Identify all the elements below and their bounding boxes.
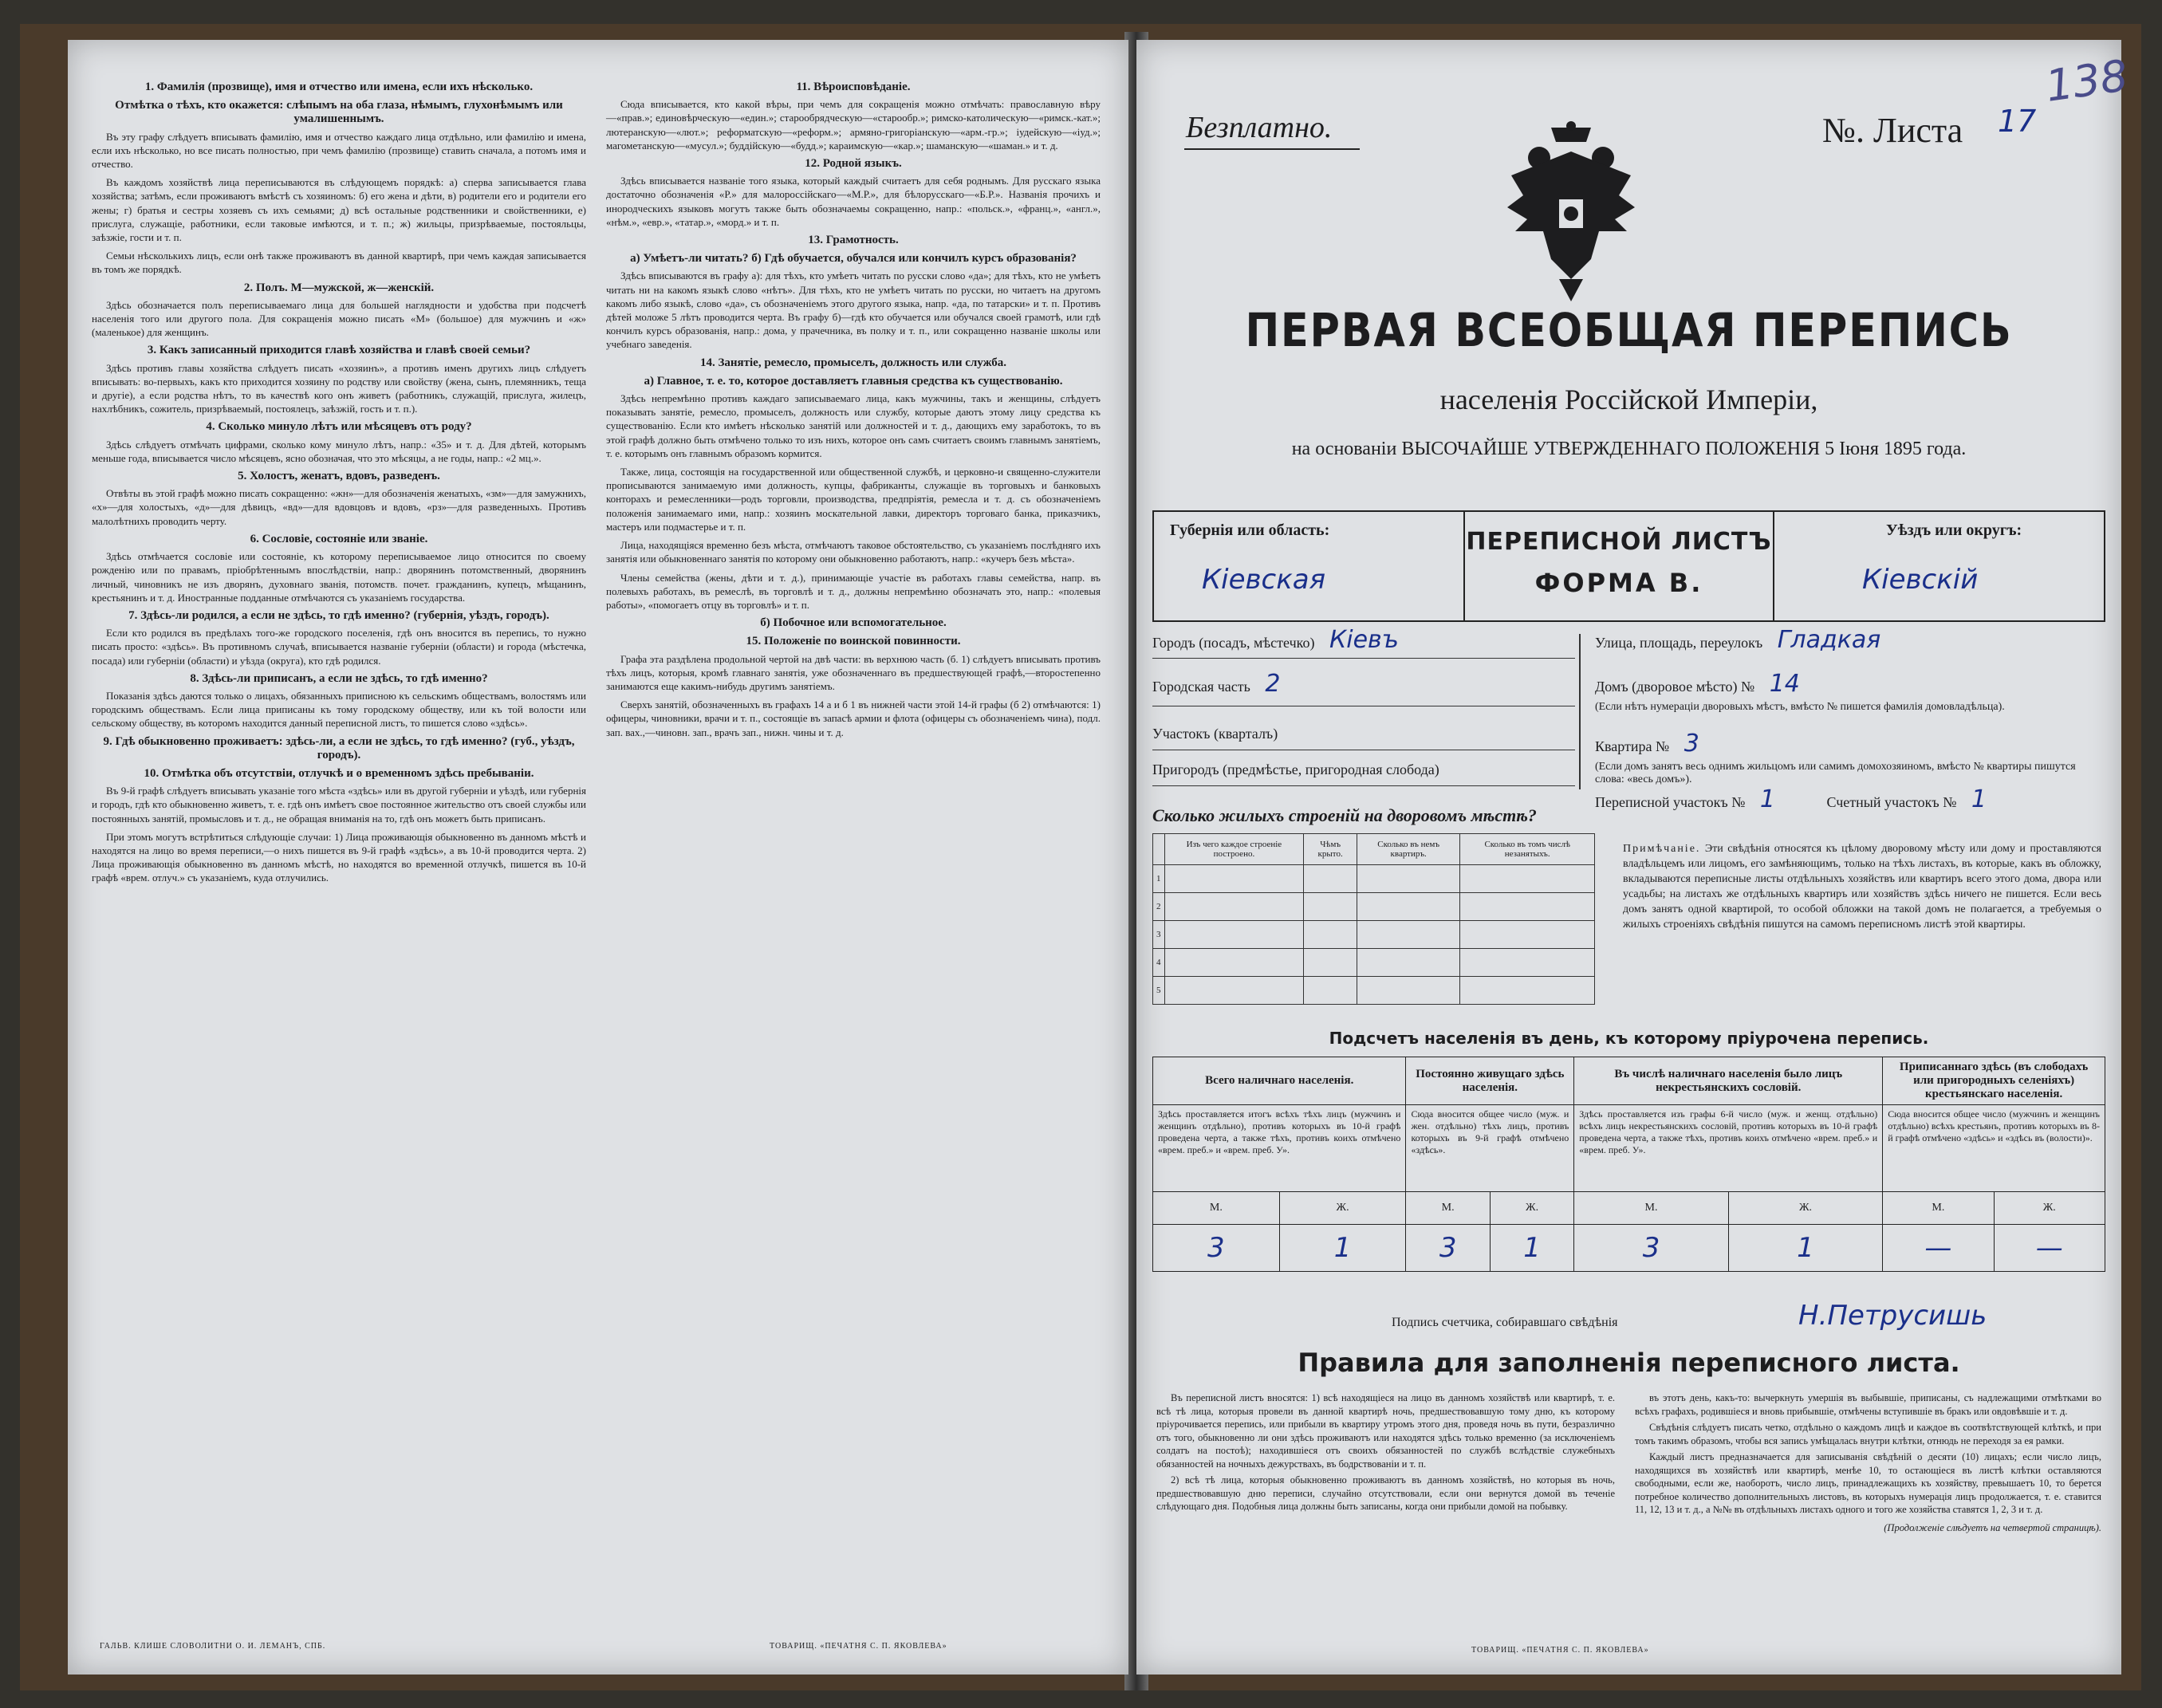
note-block (1623, 841, 2101, 932)
rules-paragraph: Каждый листъ предназначается для записыванія свѣдѣній о десяти (10) лицахъ; если число лицъ, находящихся въ хозяйствѣ или квартирѣ, менѣе 10, то остающіеся въ листѣ клѣтки оставляются свободными, если же, наоборотъ, число лицъ, принадлежащихъ къ хозяйству, превышаетъ 10, то берется потребное количество дополнительныхъ листовъ, въ которыхъ нумерація лицъ продолжается, т. е. ставится 11, 12, 13 и т. д., а №№ въ отдѣльныхъ листахъ одного и того же хозяйства ставятся 1, 2, 3 и т. д. (1635, 1451, 2101, 1515)
instruction-paragraph: Сюда вписывается, кто какой вѣры, при чемъ для сокращенія можно отмѣчать: православную вѣру—«прав.»; единовѣрческую—«един.»; старообрядческую—«старообр.»; римско-католическую—«римск.-кат.»; лютеранскую—«лют.»; реформатскую—«реформ.»; армяно-григоріанскую—«арм.-гр.»; іудейскую—«іуд.»; магометанскую—«мусул.»; буддійскую—«будд.»; караимскую—«кар.»; шаманскую—«шаман.» и т. д. (606, 98, 1101, 152)
count-table-headings (1153, 1057, 2105, 1105)
instruction-paragraph: Также, лица, состоящія на государственной или общественной службѣ, и церковно-и священно-служители прописываются занимаемую ими должность, купцы, фабриканты, служащіе въ торговыхъ и банковыхъ конторахъ и ремесленники—родъ торговли, производства, предпріятія, ремесла и т. д. съ обозначеніемъ положенія занимаемаго ими, напр.: хозяинъ москательной лавки, директоръ торговаго банка, приказчикъ, мастеръ или подмастерье и т. п. (606, 466, 1101, 533)
buildings-cell (1357, 921, 1460, 949)
rules-paragraph: 2) всѣ тѣ лица, которыя обыкновенно проживаютъ въ данномъ хозяйствѣ, но которыя въ ночь, предшествовавшую дню переписи, случайно отсутствовали, если они вернутся домой въ теченіе слѣдующаго дня. Подобныя лица должны быть записаны, когда они прибыли домой на побывку. (1156, 1474, 1615, 1512)
census-section-field (1595, 785, 1987, 813)
buildings-cell (1304, 921, 1357, 949)
precinct-label: Участокъ (кварталъ) (1152, 726, 1278, 742)
instruction-paragraph: Здѣсь непремѣнно противъ каждаго записываемаго лица, какъ мужчины, такъ и женщины, слѣдуетъ показывать занятіе, ремесло, промыселъ, должность или службу, которые даютъ этому лицу средства къ существованію. Если кто имѣетъ нѣсколько занятій или должностей и т. д., дающихъ ему заработокъ, то въ этой графѣ должно быть отмѣчено только то изъ нихъ, которое онъ самъ считаетъ своимъ главнымъ занятіемъ, т. е. которымъ онъ главнымъ образомъ кормится. (606, 392, 1101, 459)
buildings-cell (1164, 865, 1304, 893)
instruction-heading: а) Умѣетъ-ли читать? б) Гдѣ обучается, обучался или кончилъ курсъ образованія? (630, 252, 1077, 266)
instruction-paragraph: Въ эту графу слѣдуетъ вписывать фамилію, имя и отчество каждаго лица отдѣльно, или фамилію и имена, если ихъ нѣсколько, но все писать полностью, при чемъ фамилію (прозвище) ставить сначала, а потомъ имя и отчество. (92, 130, 586, 171)
count-column-heading: Постоянно живущаго здѣсь населенія. (1406, 1057, 1574, 1105)
buildings-row-number: 4 (1153, 949, 1165, 977)
instructions-column-b (606, 76, 1101, 744)
count-section-value: 1 (1971, 785, 1987, 813)
province-value: Кіевская (1202, 564, 1326, 596)
city-label: Городъ (посадъ, мѣстечко) (1152, 635, 1315, 651)
instruction-paragraph: Здѣсь слѣдуетъ отмѣчать цифрами, сколько кому минуло лѣтъ, напр.: «35» и т. д. Для дѣтей, которымъ меньше года, вписывается число мѣсяцевъ, ясно обозначая, что это мѣсяцы, а не годы, напр.: «2 мц.». (92, 438, 586, 464)
count-column-heading: Всего наличнаго населенія. (1153, 1057, 1406, 1105)
buildings-row-number: 2 (1153, 893, 1165, 921)
count-column-description: Здѣсь проставляется изъ графы 6-й число (муж. и женщ. отдѣльно) всѣхъ лицъ некрестьянскихъ сословій, противъ которыхъ въ 10-й графѣ проведена черта, а также тѣхъ, противъ коихъ отмѣчено «врем. преб.» и «врем. преб. У». (1574, 1105, 1883, 1192)
instruction-paragraph: Графа эта раздѣлена продольной чертой на двѣ части: въ верхнюю часть (б. 1) слѣдуетъ вписывать противъ тѣхъ лицъ, которыя, кромѣ главнаго занятія, уже обозначеннаго въ предшествующей графѣ,—второстепенно занимаются еще какимъ-нибудь другимъ занятіемъ. (606, 652, 1101, 692)
form-title-cell (1463, 510, 1774, 622)
rules-continued-note: (Продолженіе слѣдуетъ на четвертой страницѣ). (1884, 1521, 2101, 1533)
apartment-value: 3 (1684, 730, 1699, 758)
buildings-cell (1164, 977, 1304, 1005)
female-label: Ж. (1728, 1192, 1882, 1225)
male-count: 3 (1574, 1225, 1728, 1272)
instruction-paragraph: Здѣсь вписываются въ графу а): для тѣхъ, кто умѣетъ читать по русски слово «да»; для тѣхъ, кто не умѣетъ читать ни на какомъ языкѣ слово «нѣтъ». Для тѣхъ, кто не умѣетъ читать по русски, но читаетъ на другомъ какомъ либо языкѣ, слово «да», съ обозначеніемъ этого другого языка, напр. «да, по татарски» и т. п. Противъ дѣтей моложе 5 лѣтъ проводится черта. Въ графу б)—гдѣ кто обучается или обучался своей грамотѣ, или гдѣ кончилъ курсъ образованія, напр.: дома, у прачечника, въ полку и т. п., или сокращенно названіе школы или учебнаго заведенія. (606, 270, 1101, 351)
instruction-paragraph: Сверхъ занятій, обозначенныхъ въ графахъ 14 а и б 1 въ нижней части этой 14-й графы (б 2) отмѣчаются: 1) офицеры, чиновники, врачи и т. п., состоящіе въ запасѣ армии и флота (офицеры съ обозначеніемъ чина), подл. зап. вах.,—чиновн. зап., врачъ зап., нижн. чины и т. д. (606, 699, 1101, 738)
street-label: Улица, площадь, переулокъ (1595, 635, 1763, 651)
instruction-heading: 13. Грамотность. (808, 234, 899, 247)
precinct-field (1152, 726, 1278, 742)
instruction-heading: 1. Фамилія (прозвище), имя и отчество или имена, если ихъ нѣсколько. (144, 81, 534, 93)
open-ledger (20, 24, 2141, 1690)
instruction-heading: 15. Положеніе по воинской повинности. (746, 635, 961, 648)
instructions-column-a (92, 76, 586, 890)
census-section-label: Переписной участокъ № (1595, 794, 1746, 810)
buildings-column-header: Чѣмъ крыто. (1304, 834, 1357, 865)
street-value: Гладкая (1777, 626, 1881, 654)
printer-credit-right: ТОВАРИЩ. «ПЕЧАТНЯ С. П. ЯКОВЛЕВА» (1471, 1646, 1649, 1655)
buildings-table-body (1153, 865, 1595, 1005)
male-count: 3 (1153, 1225, 1280, 1272)
table-row (1153, 865, 1595, 893)
buildings-cell (1164, 893, 1304, 921)
city-part-value: 2 (1265, 670, 1281, 698)
instruction-paragraph: При этомъ могутъ встрѣтиться слѣдующіе случаи: 1) Лица проживающія обыкновенно въ данномъ мѣстѣ и находятся на лицо во время переписи,—о нихъ пишется въ 9-й графѣ «здѣсь», а въ 10-й проводится черта. 2) Лица проживающія обыкновенно въ данномъ мѣстѣ, но находятся во временной отлучкѣ, пишется въ 10-й графѣ «врем. отлуч.» съ указаніемъ, куда отлучились. (92, 830, 586, 884)
printer-credit-center: ТОВАРИЩ. «ПЕЧАТНЯ С. П. ЯКОВЛЕВА» (770, 1642, 947, 1651)
buildings-cell (1460, 949, 1595, 977)
buildings-row-number-header (1153, 834, 1165, 865)
buildings-cell (1460, 865, 1595, 893)
buildings-cell (1164, 921, 1304, 949)
buildings-cell (1460, 977, 1595, 1005)
instruction-paragraph: Въ 9-й графѣ слѣдуетъ вписывать указаніе того мѣста «здѣсь» или въ другой губерніи и уѣздѣ, или губернія и городъ, гдѣ кто обыкновенно живетъ, т. е. гдѣ онъ имѣетъ свое постоянное жительство отъ своей службы или постоянныхъ занятій, промысловъ и т. д., не обращая вниманія на то, гдѣ онъ можетъ быть приписанъ. (92, 785, 586, 824)
female-label: Ж. (1994, 1192, 2105, 1225)
instruction-paragraph: Здѣсь противъ главы хозяйства слѣдуетъ писать «хозяинъ», а противъ именъ другихъ лицъ слѣдуетъ вписывать: во-первыхъ, какъ кто приходится хозяину по родству или свойству (жена, сынъ, племянникъ, теща и другіе), а если родства нѣтъ, то въ качествѣ кого онъ живетъ (работникъ, служащій, прислуга, жилецъ, нахлѣбникъ, сожитель, призрѣваемый, постоялецъ, заѣзжій, гость и т. п.). (92, 361, 586, 415)
count-column-heading: Въ числѣ наличнаго населенія было лицъ некрестьянскихъ сословій. (1574, 1057, 1883, 1105)
apartment-note: (Если домъ занятъ весь однимъ жильцомъ или самимъ домохозяиномъ, вмѣсто № квартиры пишутся слова: «весь домъ»). (1595, 761, 2076, 785)
instruction-heading: б) Побочное или вспомогательное. (760, 616, 947, 630)
apartment-label: Квартира № (1595, 738, 1670, 754)
suburb-label: Пригородъ (предмѣстье, пригородная слобода) (1152, 762, 1439, 777)
buildings-cell (1164, 949, 1304, 977)
male-count: — (1883, 1225, 1994, 1272)
population-count-table (1152, 1057, 2105, 1272)
instruction-heading: 2. Полъ. М—мужской, ж—женскій. (243, 281, 435, 294)
district-cell (1774, 510, 2105, 622)
buildings-cell (1304, 977, 1357, 1005)
city-part-label: Городская часть (1152, 679, 1250, 695)
city-part-field (1152, 670, 1280, 698)
left-page-instructions (68, 40, 1128, 1675)
male-label: М. (1406, 1192, 1490, 1225)
buildings-column-header: Изъ чего каждое строеніе построено. (1164, 834, 1304, 865)
instruction-heading: 4. Сколько минуло лѣтъ или мѣсяцевъ отъ роду? (206, 420, 472, 434)
sheet-number-label: №. Листа (1822, 111, 1963, 150)
instruction-heading: 14. Занятіе, ремесло, промыселъ, должность или служба. (699, 356, 1007, 369)
instruction-paragraph: Показанія здѣсь даются только о лицахъ, обязанныхъ приписною къ сельскимъ обществамъ, волостямъ или городскимъ обществамъ. Если лица приписаны къ тому городскому обществу, или къ той волости или сельскому обществу, въ которомъ находится данный переписной листъ, то пишется слово «здѣсь». (92, 689, 586, 730)
note-text: Эти свѣдѣнія относятся къ цѣлому дворовому мѣсту или дому и проставляются владѣльцемъ или лицомъ, его замѣняющимъ, только на тѣхъ листахъ, въ которые, какъ въ обложку, вкладываются переписные листы отдѣльныхъ хозяйствъ или квартиръ всего этого дома, двора или усадьбы; на листахъ же отдѣльныхъ квартиръ или хозяйствъ здѣсь ничего не пишется. Если весь домъ занятъ одной квартирой, то особой обложки на такой домъ не полагается, а требуемыя о жилыхъ строеніяхъ свѣдѣнія пишутся на самомъ переписномъ листѣ этой квартиры. (1623, 843, 2101, 931)
count-column-heading: Приписаннаго здѣсь (въ слободахъ или пригородныхъ селеніяхъ) крестьянскаго населенія. (1883, 1057, 2105, 1105)
count-section-label: Счетный участокъ № (1826, 794, 1957, 810)
buildings-row-number: 1 (1153, 865, 1165, 893)
house-field (1595, 670, 2105, 714)
male-count: 3 (1406, 1225, 1490, 1272)
instruction-heading: а) Главное, т. е. то, которое доставляетъ главныя средства къ существованію. (644, 374, 1063, 388)
right-page-census-form (1136, 40, 2131, 1675)
buildings-cell (1357, 949, 1460, 977)
district-label: Уѣздъ или округъ: (1886, 521, 2022, 539)
instruction-paragraph: Отвѣты въ этой графѣ можно писать сокращенно: «жн»—для обозначенія женатыхъ, «зм»—для замужнихъ, «х»—для холостыхъ, «д»—для дѣвицъ, «вд»—для вдовцовъ и вдовъ, «рз»—для разведенныхъ. Противъ малолѣтнихъ проводить черту. (92, 487, 586, 527)
instruction-heading: 9. Гдѣ обыкновенно проживаетъ: здѣсь-ли, а если не здѣсь, то гдѣ именно? (губ., уѣздъ, городъ). (103, 734, 575, 762)
house-label: Домъ (дворовое мѣсто) № (1595, 679, 1755, 695)
instruction-paragraph: Здѣсь обозначается полъ переписываемаго лица для большей наглядности и удобства при подсчетѣ населенія того или другого пола. Для сокращенія можно писать «М» (большое) для мужчинъ и «ж» (маленькое) для женщинъ. (92, 298, 586, 339)
female-count: 1 (1490, 1225, 1573, 1272)
sheet-number-value: 17 (1998, 104, 2037, 139)
instruction-heading: 8. Здѣсь-ли приписанъ, а если не здѣсь, то гдѣ именно? (190, 671, 488, 685)
street-field (1595, 626, 1880, 654)
house-note: (Если нѣтъ нумераціи дворовыхъ мѣстъ, вмѣсто № пишется фамилія домовладѣльца). (1595, 701, 2005, 713)
suburb-field (1152, 762, 1439, 778)
free-label-underline (1184, 148, 1360, 150)
district-value: Кіевскій (1862, 564, 1979, 596)
census-legal-basis: на основаніи ВЫСОЧАЙШЕ УТВЕРЖДЕННАГО ПОЛОЖЕНІЯ 5 Іюня 1895 года. (1291, 439, 1967, 459)
female-count: 1 (1279, 1225, 1406, 1272)
instruction-heading: 10. Отмѣтка объ отсутствіи, отлучкѣ и о временномъ здѣсь пребываніи. (144, 766, 534, 780)
rules-title: Правила для заполненія переписного листа. (1298, 1348, 1960, 1378)
buildings-cell (1460, 921, 1595, 949)
buildings-cell (1304, 949, 1357, 977)
instruction-heading: 12. Родной языкъ. (805, 157, 902, 171)
count-column-description: Сюда вносится общее число (муж. и жен. отдѣльно) тѣхъ лицъ, противъ которыхъ въ 9-й графѣ отмѣчено «здѣсь». (1406, 1105, 1574, 1192)
male-label: М. (1883, 1192, 1994, 1225)
population-count-title: Подсчетъ населенія въ день, къ которому пріурочена перепись. (1329, 1029, 1929, 1048)
instruction-heading: 7. Здѣсь-ли родился, а если не здѣсь, то гдѣ именно? (губернія, уѣздъ, городъ). (128, 608, 549, 622)
double-headed-eagle-icon (1495, 120, 1647, 303)
buildings-table-header (1153, 834, 1595, 865)
instruction-paragraph: Здѣсь отмѣчается сословіе или состояніе, къ которому переписываемое лицо относится по своему рожденію или по правамъ, пріобрѣтеннымъ впослѣдствіи, напр.: дворянинъ потомственный, дворянинъ личный, чиновникъ не изъ дворянъ, духовнаго званія, потомств. почет. гражданинъ, купецъ, мѣщанинъ, крестьянинъ и т. д. Иностранные подданные отмѣчаются съ указаніемъ государства. (92, 550, 586, 604)
address-divider (1579, 634, 1581, 789)
buildings-table (1152, 833, 1595, 1005)
page-number-stamp: 138 (2042, 50, 2131, 112)
printer-credit-left: ГАЛЬВ. КЛИШЕ СЛОВОЛИТНИ О. И. ЛЕМАНЪ, СПБ. (100, 1642, 326, 1651)
buildings-column-header: Сколько въ томъ числѣ незанятыхъ. (1460, 834, 1595, 865)
buildings-question: Сколько жилыхъ строеній на дворовомъ мѣстѣ? (1152, 805, 1537, 825)
instruction-paragraph: Въ каждомъ хозяйствѣ лица переписываются въ слѣдующемъ порядкѣ: а) сперва записывается глава хозяйства; затѣмъ, если проживаютъ вмѣстѣ съ хозяиномъ: б) его жена и дѣти, в) родители его и родители его жены; г) братья и сестры хозяевъ съ ихъ семьями; д) всѣ остальные родственники и свойственники, е) прислуга, служащіе, работники, если таковые имѣются, и т. п.; ж) жильцы, призрѣваемые, постояльцы, заѣзжіе, гости и т. п. (92, 176, 586, 244)
rules-column-left (1156, 1391, 1615, 1517)
female-label: Ж. (1279, 1192, 1406, 1225)
census-subtitle: населенія Россійской Имперіи, (1439, 384, 1818, 415)
female-count: 1 (1728, 1225, 1882, 1272)
buildings-column-header: Сколько въ немъ квартиръ. (1357, 834, 1460, 865)
buildings-cell (1357, 977, 1460, 1005)
city-value: Кіевъ (1329, 626, 1399, 654)
form-subtitle: ФОРМА В. (1534, 568, 1703, 598)
city-field (1152, 626, 1399, 654)
instruction-heading: 6. Сословіе, состояніе или званіе. (250, 532, 428, 545)
buildings-cell (1357, 893, 1460, 921)
instruction-paragraph: Члены семейства (жены, дѣти и т. д.), принимающіе участіе въ работахъ главы семейства, напр. въ полевыхъ работахъ, въ ремеслѣ, въ торговлѣ и т. д., должны непремѣнно обозначать это, напр.: «полевыя работы», «помогаетъ отцу въ торговлѣ» и т. п. (606, 571, 1101, 611)
instruction-heading: Отмѣтка о тѣхъ, кто окажется: слѣпымъ на оба глаза, нѣмымъ, глухонѣмымъ или умалишеннымъ. (115, 99, 563, 126)
census-title: ПЕРВАЯ ВСЕОБЩАЯ ПЕРЕПИСЬ (1245, 303, 2013, 357)
table-row (1153, 893, 1595, 921)
male-label: М. (1153, 1192, 1280, 1225)
enumerator-signature-label: Подпись счетчика, собиравшаго свѣдѣнія (1392, 1316, 1618, 1329)
note-label: Примѣчаніе. (1623, 843, 1701, 855)
house-value: 14 (1769, 670, 1800, 698)
instruction-heading: 11. Вѣроисповѣданіе. (796, 81, 911, 93)
count-table-values (1153, 1225, 2105, 1272)
count-table-descriptions (1153, 1105, 2105, 1192)
rules-paragraph: Въ переписной листъ вносятся: 1) всѣ находящіеся на лицо въ данномъ хозяйствѣ или квартирѣ, т. е. всѣ тѣ лица, которыя провели въ данной квартирѣ ночь, предшествовавшую тому дню, къ которому пріурочивается перепись, или прибыли въ квартиру утромъ этого дня, проведя ночь въ пути, безразлично отъ того, обыкновенно ли они здѣсь проживаютъ или находятся здѣсь только временно (за исключеніемъ солдатъ на постоѣ); находившіеся отъ своихъ обязанностей по службѣ вслѣдствіе служебныхъ обязанностей на ночныхъ дежурствахъ, въ бодрствованіи и т. п. (1156, 1392, 1615, 1470)
rules-paragraph: Свѣдѣнія слѣдуетъ писать четко, отдѣльно о каждомъ лицѣ и каждое въ соотвѣтствующей клѣткѣ, и при томъ такимъ образомъ, чтобы вся запись умѣщалась внутри клѣтки, отнюдь не переходя за ея рамки. (1635, 1422, 2101, 1446)
table-row (1153, 977, 1595, 1005)
buildings-cell (1304, 893, 1357, 921)
form-header-box (1152, 510, 2105, 622)
instruction-paragraph: Здѣсь вписывается названіе того языка, который каждый считаетъ для себя роднымъ. Для русскаго языка достаточно обозначенія «Р.» для малороссійскаго—«М.Р.», для бѣлорусскаго—«Б.Р.». Названія прочихъ и инородческихъ языковъ могутъ также быть обозначаемы сокращенно, напр.: «польск.», «франц.», «англ.», «нѣм.», «евр.», «татар.», «морд.» и т. п. (606, 175, 1101, 228)
rules-column-right (1635, 1391, 2101, 1534)
table-row (1153, 921, 1595, 949)
buildings-cell (1357, 865, 1460, 893)
buildings-cell (1460, 893, 1595, 921)
instruction-paragraph: Семьи нѣсколькихъ лицъ, если онѣ также проживаютъ въ данной квартирѣ, при чемъ каждая записывается въ томъ же порядкѣ. (92, 250, 586, 276)
instruction-heading: 5. Холостъ, женатъ, вдовъ, разведенъ. (238, 470, 440, 483)
free-of-charge-label: Безплатно. (1186, 111, 1333, 144)
buildings-cell (1304, 865, 1357, 893)
female-count: — (1994, 1225, 2105, 1272)
buildings-row-number: 3 (1153, 921, 1165, 949)
table-row (1153, 949, 1595, 977)
province-label: Губернія или область: (1170, 521, 1330, 539)
instruction-paragraph: Если кто родился въ предѣлахъ того-же городского поселенія, гдѣ онъ вносится въ перепись, то нужно писать просто: «здѣсь». Въ противномъ случаѣ, вписывается названіе губерніи (области) и города (мѣстечка, посада) или губерніи (области) и уѣзда (округа), кто гдѣ родился. (92, 627, 586, 667)
count-column-description: Здѣсь проставляется итогъ всѣхъ тѣхъ лицъ (мужчинъ и женщинъ отдѣльно), противъ которыхъ въ 10-й графѣ проведена черта, а также тѣхъ, противъ коихъ отмѣчено «врем. преб.» и «врем. преб. У». (1153, 1105, 1406, 1192)
count-column-description: Сюда вносится общее число (мужчинъ и женщинъ отдѣльно) всѣхъ крестьянъ, противъ которыхъ въ 8-й графѣ отмѣчено «здѣсь» и «здѣсь въ (волости)». (1883, 1105, 2105, 1192)
enumerator-signature: Н.Петрусишь (1798, 1300, 1987, 1332)
instruction-heading: 3. Какъ записанный приходится главѣ хозяйства и главѣ своей семьи? (147, 344, 531, 357)
form-title: ПЕРЕПИСНОЙ ЛИСТЪ (1466, 528, 1772, 556)
rules-paragraph: въ этотъ день, какъ-то: вычеркнуть умершія въ выбывшіе, приписаны, съ надлежащими отмѣтками во всѣхъ графахъ, родившіеся и вновь прибывшіе, отмѣчены вступившіе въ бракъ или овдовѣвшіе и т. д. (1635, 1392, 2101, 1417)
female-label: Ж. (1490, 1192, 1573, 1225)
city-rule (1152, 658, 1575, 659)
buildings-row-number: 5 (1153, 977, 1165, 1005)
male-label: М. (1574, 1192, 1728, 1225)
apartment-field (1595, 730, 2105, 786)
suburb-rule (1152, 785, 1575, 786)
count-table-sex-labels (1153, 1192, 2105, 1225)
census-section-value: 1 (1759, 785, 1775, 813)
province-cell (1152, 510, 1463, 622)
instruction-paragraph: Лица, находящіяся временно безъ мѣста, отмѣчаютъ таковое обстоятельство, съ указаніемъ послѣдняго ихъ занятія или обыкновеннаго занятія по которому они обыкновенно работаютъ, напр.: «кучеръ безъ мѣста». (606, 539, 1101, 565)
